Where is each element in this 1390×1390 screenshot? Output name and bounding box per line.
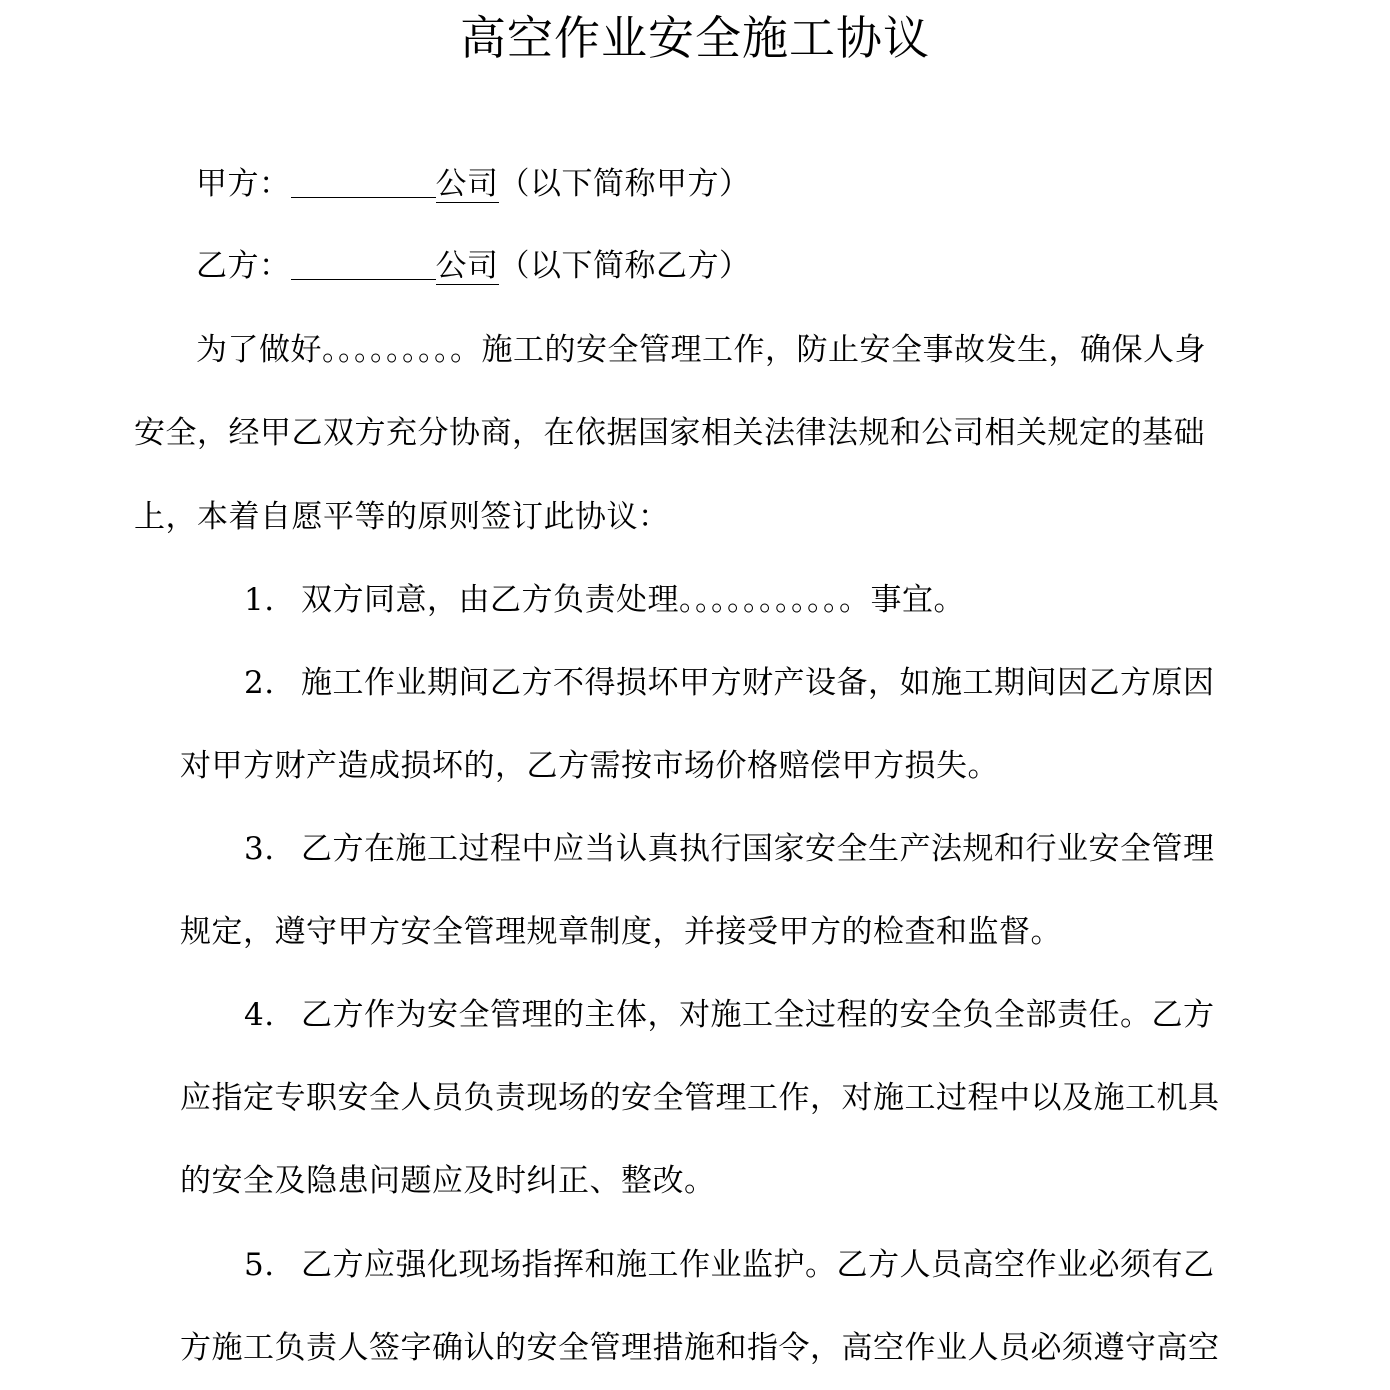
clause-number: 4. xyxy=(244,997,275,1033)
clause-1-line xyxy=(244,580,965,620)
clause-2-continuation: 对甲方财产造成损坏的，乙方需按市场价格赔偿甲方损失。 xyxy=(180,748,999,784)
clause-2-line xyxy=(244,663,1215,703)
clause-number: 1. xyxy=(244,582,275,618)
clause-number: 3. xyxy=(244,831,275,867)
clause-5-line xyxy=(244,1245,1215,1285)
clause-text: 乙方作为安全管理的主体，对施工全过程的安全负全部责任。乙方 xyxy=(301,997,1215,1033)
party-b-label: 乙方： xyxy=(196,248,291,284)
clause-5-continuation: 方施工负责人签字确认的安全管理措施和指令，高空作业人员必须遵守高空 xyxy=(180,1330,1220,1366)
clause-text: 施工作业期间乙方不得损坏甲方财产设备，如施工期间因乙方原因 xyxy=(301,665,1215,701)
party-b-suffix: （以下简称乙方） xyxy=(498,248,751,284)
clause-text: 双方同意，由乙方负责处理。。。。。。。。。。。事宜。 xyxy=(301,582,965,618)
party-b-company: 公司 xyxy=(435,248,499,284)
party-b-line xyxy=(196,246,751,286)
party-a-suffix: （以下简称甲方） xyxy=(498,166,751,202)
intro-line: 安全，经甲乙双方充分协商，在依据国家相关法律法规和公司相关规定的基础 xyxy=(134,415,1205,451)
clause-4-line xyxy=(244,995,1215,1035)
clause-3-line xyxy=(244,829,1215,869)
clause-4-continuation: 应指定专职安全人员负责现场的安全管理工作，对施工过程中以及施工机具 xyxy=(180,1080,1220,1116)
intro-line: 为了做好。。。。。。。。。施工的安全管理工作，防止安全事故发生，确保人身 xyxy=(196,332,1206,368)
party-a-label: 甲方： xyxy=(196,166,291,202)
party-b-blank xyxy=(291,249,436,280)
clause-text: 乙方在施工过程中应当认真执行国家安全生产法规和行业安全管理 xyxy=(301,831,1215,867)
party-a-company: 公司 xyxy=(435,166,499,202)
clause-3-continuation: 规定，遵守甲方安全管理规章制度，并接受甲方的检查和监督。 xyxy=(180,914,1062,950)
intro-line: 上，本着自愿平等的原则签订此协议： xyxy=(134,499,670,535)
party-a-line xyxy=(196,164,751,204)
party-a-blank xyxy=(291,167,436,198)
clause-text: 乙方应强化现场指挥和施工作业监护。乙方人员高空作业必须有乙 xyxy=(301,1247,1215,1283)
clause-number: 5. xyxy=(244,1247,275,1283)
clause-4-continuation: 的安全及隐患问题应及时纠正、整改。 xyxy=(180,1163,716,1199)
document-title: 高空作业安全施工协议 xyxy=(460,11,930,65)
clause-number: 2. xyxy=(244,665,275,701)
